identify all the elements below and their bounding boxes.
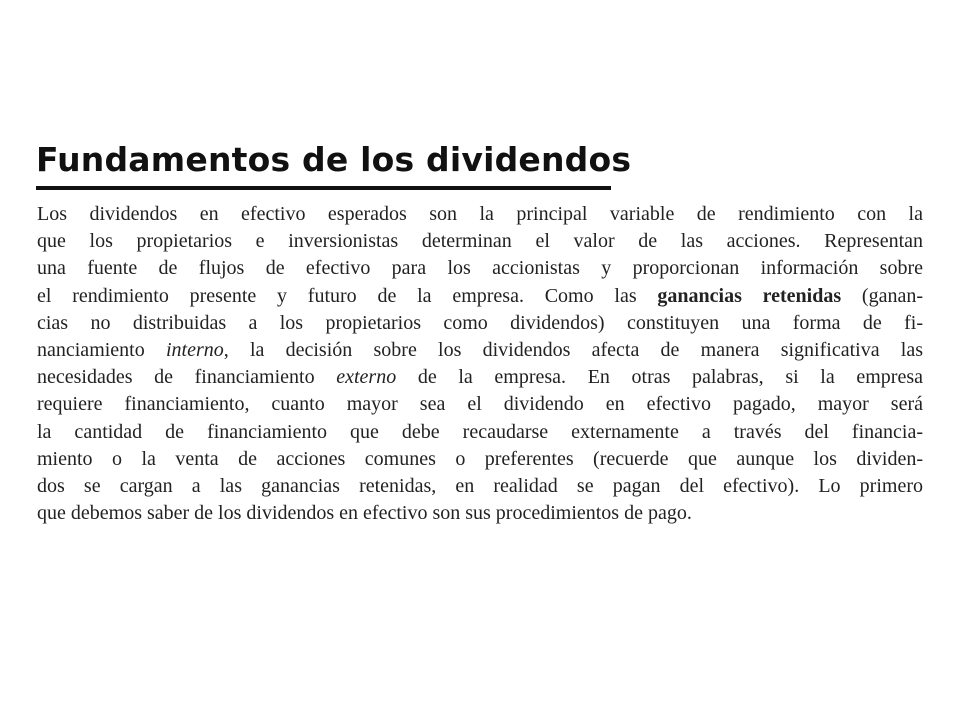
- text-run: cias no distribuidas a los propietarios como dividendos) constituyen una forma de fi-: [37, 311, 923, 334]
- body-paragraph: [37, 201, 923, 527]
- paragraph-line: [37, 391, 923, 418]
- text-run: dos se cargan a las ganancias retenidas, en realidad se pagan del efectivo). Lo primero: [37, 475, 923, 498]
- text-run: el rendimiento presente y futuro de la empresa. Como las: [37, 284, 658, 307]
- text-run: , la decisión sobre los dividendos afecta de manera significativa las: [223, 339, 924, 362]
- text-run: que los propietarios e inversionistas determinan el valor de las acciones. Representan: [37, 230, 923, 253]
- paragraph-line: [37, 446, 923, 473]
- title-underline: [36, 186, 611, 190]
- paragraph-line: [37, 310, 923, 337]
- text-run: (ganan-: [841, 284, 924, 307]
- text-run: la cantidad de financiamiento que debe recaudarse externamente a través del financia-: [37, 420, 923, 443]
- section-title: Fundamentos de los dividendos: [36, 140, 632, 179]
- paragraph-line: [37, 364, 923, 391]
- emphasized-term: interno: [165, 339, 224, 362]
- text-run: Los dividendos en efectivo esperados son la principal variable de rendimiento con la: [37, 203, 923, 225]
- paragraph-line: [37, 500, 923, 527]
- text-run: nanciamiento: [37, 339, 166, 362]
- paragraph-line: [37, 473, 923, 500]
- paragraph-line: [37, 255, 923, 282]
- emphasized-term: externo: [336, 366, 397, 389]
- text-run: miento o la venta de acciones comunes o preferentes (recuerde que aunque los dividen-: [37, 447, 923, 470]
- paragraph-line: [37, 337, 923, 364]
- text-run: de la empresa. En otras palabras, si la empresa: [396, 366, 923, 389]
- text-run: que debemos saber de los dividendos en efectivo son sus procedimientos de pago.: [37, 502, 692, 525]
- paragraph-line: [37, 201, 923, 228]
- paragraph-line: [37, 283, 923, 310]
- text-run: una fuente de flujos de efectivo para los accionistas y proporcionan información sobre: [37, 257, 923, 280]
- paragraph-line: [37, 228, 923, 255]
- key-term: ganancias retenidas: [657, 284, 842, 307]
- paragraph-line: [37, 419, 923, 446]
- text-run: necesidades de financiamiento: [37, 366, 337, 389]
- text-run: requiere financiamiento, cuanto mayor sea el dividendo en efectivo pagado, mayor será: [37, 393, 923, 416]
